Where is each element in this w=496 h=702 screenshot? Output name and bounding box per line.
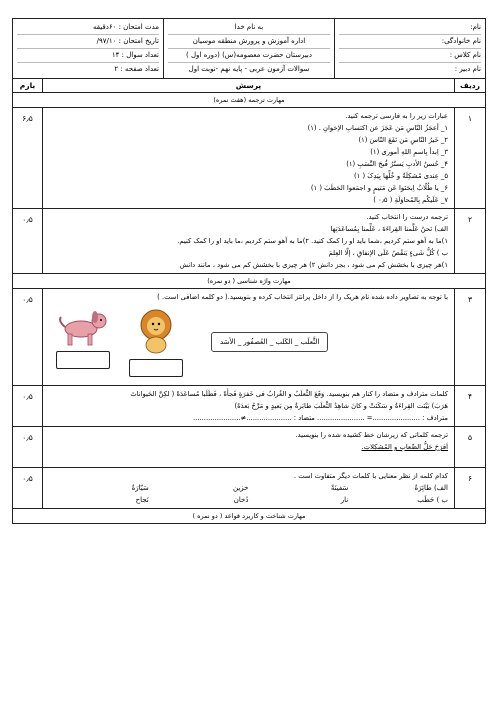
col-question-header: پرسش <box>43 79 455 92</box>
q1-line: ۵_ عِندی مُشکِلَةٌ و خُلِّها بِیَدِکَ ( ۱) <box>353 172 448 180</box>
student-info <box>335 19 485 78</box>
teacher-label: نام دبیر : <box>454 65 481 73</box>
dog-icon <box>55 307 111 347</box>
q6-option[interactable]: الف) طائِرَةٌ <box>414 484 448 492</box>
question-3 <box>13 289 485 386</box>
col-num-header: ردیف <box>460 81 480 90</box>
exam-date: تاریخ امتحان : ۹۷/۱۰/ <box>17 35 159 49</box>
dog-answer-box[interactable] <box>56 351 110 369</box>
picture-row <box>49 303 448 383</box>
q1-line: ۶_ یا طُلّابُ اِبحَثوا عَن مَتیمٍ و اجمَعوا الحَطَبَ ( ۱) <box>310 184 448 192</box>
q6-option[interactable]: خزین <box>233 484 249 492</box>
q1-line: ۲_ خَیرُ النّاسِ مَن نَفَعَ النّاسَ (۱) <box>358 136 448 144</box>
question-1 <box>13 108 485 209</box>
question-body <box>43 209 455 273</box>
exam-info <box>13 19 163 78</box>
question-6 <box>13 468 485 509</box>
question-number: ۵ <box>467 433 473 442</box>
question-number: ۱ <box>467 114 473 123</box>
question-4 <box>13 386 485 427</box>
q1-line: عبارات زیر را به فارسی ترجمه کنید. <box>345 112 448 120</box>
q6-option[interactable]: ب ) حَطَب <box>417 496 448 504</box>
question-body <box>43 108 455 208</box>
question-2 <box>13 209 485 274</box>
question-score: ۰٫۵ <box>13 386 43 426</box>
q6-row-b <box>49 494 448 506</box>
question-number: ۶ <box>467 474 473 483</box>
question-score: ۰٫۵ <box>13 289 43 385</box>
q3-instruction: با توجه به تصاویر داده شده نام هریک را از داخل پرانتز انتخاب کرده و بنویسید.( دو کلمه اضافی است. ) <box>157 293 448 301</box>
q2-option[interactable]: ۱)ما به آهو ستم کردیم ،شما باید او را کمک کنید. ۲)ما به آهو ستم کردیم ،ما باید او را کمک کنیم. <box>177 237 448 245</box>
q2-line: ترجمه درست را انتخاب کنید. <box>366 213 448 221</box>
question-5 <box>13 427 485 468</box>
q6-option[interactable]: دُخان <box>233 496 249 504</box>
q5-line: ترجمه کلماتی که زیرشان خط کشیده شده را بنویسید. <box>295 431 448 439</box>
q2-option[interactable]: ۱)هر چیزی با بخشش کم می شود ، بجز دانش ۲) هر چیزی با بخشش کم می شود ، مانند دانش <box>179 261 448 269</box>
question-score: ۰٫۵ <box>13 427 43 467</box>
q6-option[interactable]: نَجاح <box>135 496 149 504</box>
q6-option[interactable]: سَیّارَةٌ <box>131 484 149 492</box>
page-count: تعداد صفحه : ۲ <box>114 65 159 73</box>
q1-line: ۴_ حُسنُ الأدبِ یَستُرُ قُبحَ النَّسَبِ (۱) <box>346 160 448 168</box>
question-number: ۴ <box>467 392 473 401</box>
exam-header <box>13 19 485 79</box>
question-score: ۰٫۵ <box>13 209 43 273</box>
q6-option[interactable]: سَفینَةٌ <box>330 484 349 492</box>
family-label: نام خانوادگی: <box>339 35 481 49</box>
q1-line: ۷_ عَلَیکُم بِالمُحاوَلَةِ ( ۰٫۵ ) <box>373 196 448 204</box>
section-grammar: مهارت شناخت و کاربرد قواعد ( دو نمره ) <box>192 512 306 520</box>
lion-icon <box>131 307 181 355</box>
question-count: تعداد سوال : ۱۴ <box>17 49 159 63</box>
name-label: نام: <box>339 21 481 35</box>
q6-instruction: کدام کلمه از نظر معنایی با کلمات دیگر متفاوت است . <box>293 472 448 480</box>
q2-line: ب ) کُلُّ شَیءٍ یَنقُصُ عَلَی الإنفاقِ ، إلّا العِلمَ <box>328 249 448 257</box>
bismillah: به نام خدا <box>168 21 330 35</box>
exam-title: سوالات آزمون عربی - پایه نهم -نوبت اول <box>188 65 310 73</box>
q5-line: اَفرَحَ حَلُّ الصِّعابِ و المُشکِلاتِ. <box>361 443 448 451</box>
q6-option[interactable]: نار <box>340 496 349 504</box>
question-body <box>43 386 455 426</box>
section-vocabulary: مهارت واژه شناسی ( دو نمره) <box>13 274 485 289</box>
col-score-header: بارم <box>13 79 43 92</box>
q1-line: ۳_ اِبدأ بِاسمِ اللهِ أموری (۱) <box>370 148 448 156</box>
question-body <box>43 427 455 467</box>
table-header <box>13 79 485 93</box>
exam-sheet <box>12 18 486 524</box>
school-name: دبیرستان حضرت معصومه(س) (دوره اول ) <box>168 49 330 63</box>
q4-line: کلمات مترادف و متضاد را کنار هم بنویسید. وَقَعَ الثَّعلَبُ و الغُرابُ فی خَفرَةٍ فَجأَةً ، فَطَلَبا مُساعَدَةً ( لکِنَّ الحَیواناتَ <box>130 390 448 398</box>
q5-answer-space[interactable] <box>49 453 448 465</box>
question-number: ۲ <box>467 215 473 224</box>
q4-line: هَرَبَ) بَیْنَت القِراءَةُ و سَکَنَتْ و کانَ شاهِدٌ الثَّعلَبَ طابَرةٌ مِن بَعیدٍ و مَرَّحُ بَعدَهُ) <box>234 402 448 410</box>
dog-picture <box>55 307 111 369</box>
q6-row-a <box>49 482 448 494</box>
lion-answer-box[interactable] <box>129 359 183 377</box>
question-score: ۰٫۵ <box>13 468 43 508</box>
question-body <box>43 468 455 508</box>
school-info <box>163 19 335 78</box>
question-score: ۶٫۵ <box>13 108 43 208</box>
lion-picture <box>129 307 183 377</box>
q2-line: الف) نَحنُ عَلَّمنا القِراءَةَ ، عَلِّمنا بِمُساعَدَتِها <box>330 225 448 233</box>
class-label: نام کلاس : <box>339 49 481 63</box>
question-body <box>43 289 455 385</box>
question-number: ۳ <box>467 295 473 304</box>
q1-line: ۱_ أعجَزُ النّاسِ مَن عَجَزَ عن اکتسابِ الإخوانِ . (۱) <box>307 124 448 132</box>
section-translation: مهارت ترجمه (هفت نمره) <box>13 93 485 108</box>
duration: مدت امتحان : ۶۰دقیقه <box>17 21 159 35</box>
word-choices: الثَّعلَب _ الکَلب _ العُصفُور _ الأسَد <box>211 332 328 352</box>
q4-answer-line[interactable]: مترادف : ......................= ...................... متضاد : .....................≠...................... <box>193 414 448 422</box>
department: اداره آموزش و پرورش منطقه موسیان <box>168 35 330 49</box>
